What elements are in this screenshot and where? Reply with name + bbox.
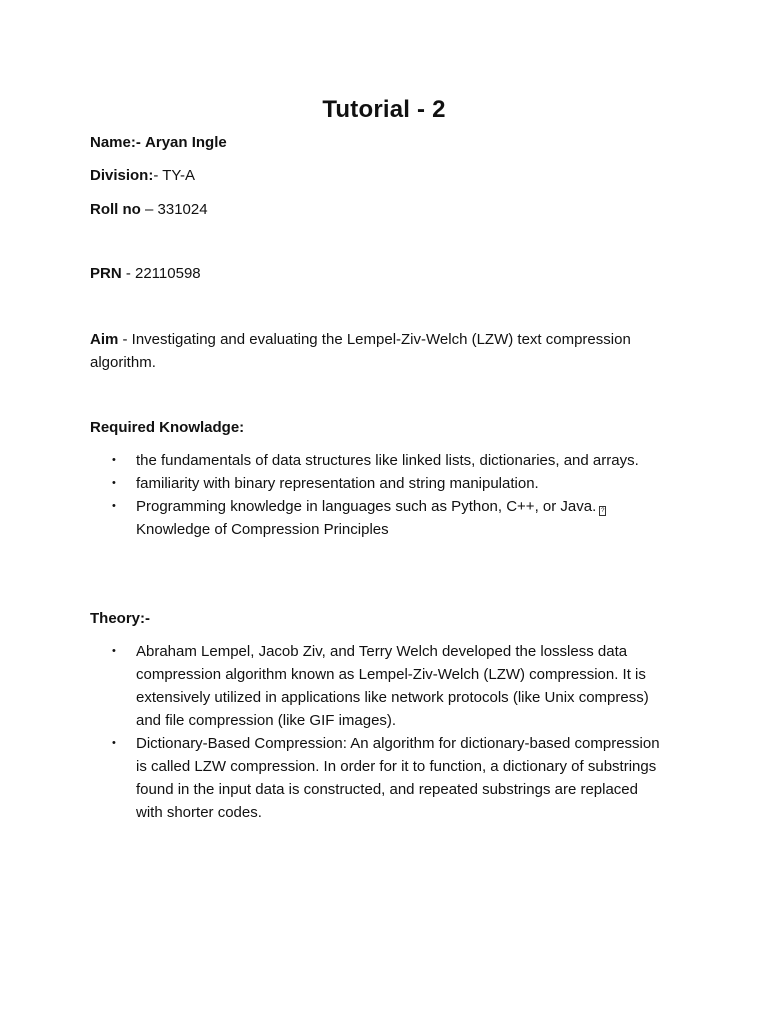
page-title: Tutorial - 2 bbox=[322, 96, 446, 123]
roll-value: – 331024 bbox=[140, 201, 208, 218]
list-item bbox=[108, 449, 668, 472]
list-item-text: familiarity with binary representation and string manipulation. bbox=[136, 475, 539, 492]
theory-list bbox=[108, 640, 668, 824]
roll-line bbox=[90, 198, 208, 221]
division-label: Division: bbox=[90, 167, 154, 184]
prn-line bbox=[90, 262, 201, 285]
prn-value: - 22110598 bbox=[121, 265, 201, 282]
bullet-icon: • bbox=[112, 454, 116, 466]
theory-heading: Theory:- bbox=[90, 610, 150, 627]
aim-paragraph bbox=[90, 328, 690, 374]
bullet-icon: • bbox=[112, 500, 116, 512]
list-item-text: the fundamentals of data structures like linked lists, dictionaries, and arrays. bbox=[136, 452, 639, 469]
bullet-icon: • bbox=[112, 737, 116, 749]
missing-glyph-icon: ? bbox=[601, 508, 605, 514]
list-item-text: Knowledge of Compression Principles bbox=[136, 521, 389, 538]
list-item-text: Programming knowledge in languages such as Python, C++, or Java. bbox=[136, 498, 597, 515]
prn-label: PRN bbox=[90, 265, 122, 282]
division-value: - TY-A bbox=[153, 167, 196, 184]
bullet-icon: • bbox=[112, 477, 116, 489]
name-line bbox=[90, 131, 227, 154]
list-item bbox=[108, 732, 668, 824]
list-item-text: Abraham Lempel, Jacob Ziv, and Terry Welch developed the lossless data compression algorithm known as Lempel-Ziv-Welch (LZW) compression. It is extensively utilized in applications like network protocols (like Unix compress) and file compression (like GIF images). bbox=[136, 643, 649, 729]
list-item-text: Dictionary-Based Compression: An algorithm for dictionary-based compression is called LZW compression. In order for it to function, a dictionary of substrings found in the input data is constructed, and repeated substrings are replaced with shorter codes. bbox=[136, 735, 660, 821]
name-value: Aryan Ingle bbox=[145, 134, 227, 151]
list-item bbox=[108, 472, 668, 495]
required-knowledge-heading: Required Knowladge: bbox=[90, 419, 245, 436]
roll-label: Roll no bbox=[90, 201, 141, 218]
aim-label: Aim bbox=[90, 331, 119, 348]
list-item bbox=[108, 495, 668, 541]
division-line bbox=[90, 164, 195, 187]
bullet-icon: • bbox=[112, 645, 116, 657]
aim-text: - Investigating and evaluating the Lempel-Ziv-Welch (LZW) text compression algorithm. bbox=[90, 331, 631, 371]
required-knowledge-list bbox=[108, 449, 668, 541]
list-item bbox=[108, 640, 668, 732]
name-label: Name:- bbox=[90, 134, 141, 151]
